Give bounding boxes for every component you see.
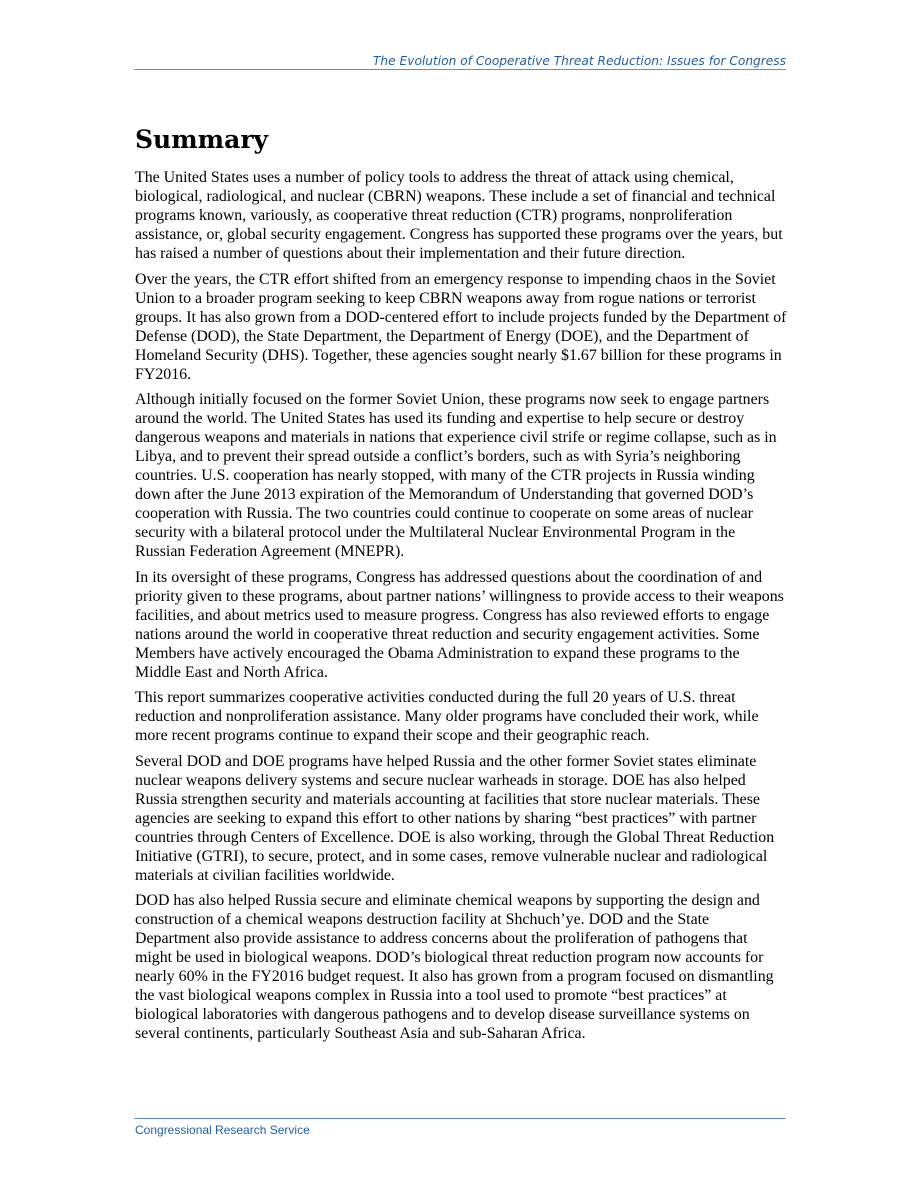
paragraph: Over the years, the CTR effort shifted from an emergency response to impending chaos in the Soviet Union to a broader program seeking to keep CBRN weapons away from rogue nations or terrorist groups. It has also grown from a DOD-centered effort to include projects funded by the Department of Defense (DOD), the State Department, the Department of Energy (DOE), and the Department of Homeland Security (DHS). Together, these agencies sought nearly $1.67 billion for these programs in FY2016. [135,270,787,383]
paragraph: DOD has also helped Russia secure and eliminate chemical weapons by supporting the design and construction of a chemical weapons destruction facility at Shchuch’ye. DOD and the State Department also provide assistance to address concerns about the proliferation of pathogens that might be used in biological weapons. DOD’s biological threat reduction program now accounts for nearly 60% in the FY2016 budget request. It also has grown from a program focused on dismantling the vast biological weapons complex in Russia into a tool used to promote “best practices” at biological laboratories with dangerous pathogens and to develop disease surveillance systems on several continents, particularly Southeast Asia and sub-Saharan Africa. [135,892,774,1042]
summary-body [135,168,787,1050]
running-header-title: The Evolution of Cooperative Threat Reduction: Issues for Congress [372,54,786,68]
paragraph: This report summarizes cooperative activities conducted during the full 20 years of U.S. threat reduction and nonproliferation assistance. Many older programs have concluded their work, while more recent programs continue to expand their scope and their geographic reach. [135,689,759,744]
footer-publisher: Congressional Research Service [135,1123,310,1137]
paragraph: Although initially focused on the former Soviet Union, these programs now seek to engage partners around the world. The United States has used its funding and expertise to help secure or destroy dangerous weapons and materials in nations that experience civil strife or regime collapse, such as in Libya, and to prevent their spread outside a conflict’s borders, such as with Syria’s neighboring countries. U.S. cooperation has nearly stopped, with many of the CTR projects in Russia winding down after the June 2013 expiration of the Memorandum of Understanding that governed DOD’s cooperation with Russia. The two countries could continue to cooperate on some areas of nuclear security with a bilateral protocol under the Multilateral Nuclear Environmental Program in the Russian Federation Agreement (MNEPR). [135,391,777,560]
footer-divider [134,1118,786,1119]
section-heading: Summary [135,125,269,154]
paragraph: Several DOD and DOE programs have helped Russia and the other former Soviet states eliminate nuclear weapons delivery systems and secure nuclear warheads in storage. DOE has also helped Russia strengthen security and materials accounting at facilities that store nuclear materials. These agencies are seeking to expand this effort to other nations by sharing “best practices” with partner countries through Centers of Excellence. DOE is also working, through the Global Threat Reduction Initiative (GTRI), to secure, protect, and in some cases, remove vulnerable nuclear and radiological materials at civilian facilities worldwide. [135,752,775,884]
paragraph: The United States uses a number of policy tools to address the threat of attack using chemical, biological, radiological, and nuclear (CBRN) weapons. These include a set of financial and technical programs known, variously, as cooperative threat reduction (CTR) programs, nonproliferation assistance, or, global security engagement. Congress has supported these programs over the years, but has raised a number of questions about their implementation and their future direction. [135,169,783,262]
paragraph: In its oversight of these programs, Congress has addressed questions about the coordination of and priority given to these programs, about partner nations’ willingness to provide access to their weapons facilities, and about metrics used to measure progress. Congress has also reviewed efforts to engage nations around the world in cooperative threat reduction and security engagement activities. Some Members have actively encouraged the Obama Administration to expand these programs to the Middle East and North Africa. [135,568,784,681]
header-divider [134,69,786,70]
